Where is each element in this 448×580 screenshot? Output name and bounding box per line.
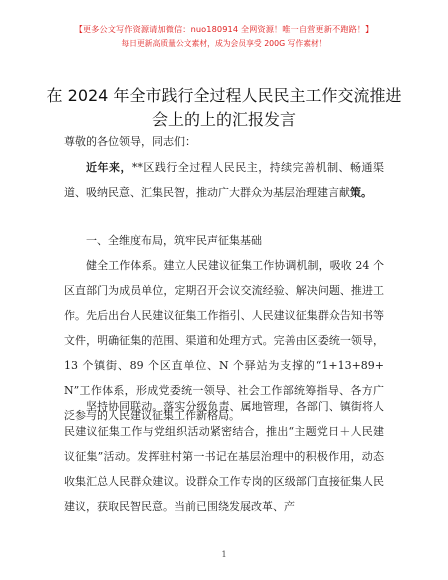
paragraph-coordination: 坚持协同联动。落实分级负责、属地管理，各部门、镇街将人民建议征集工作与党组织活动紧密结合，推出“主题党日＋人民建议征集”活动。发挥驻村第一书记在基层治理中的积极作用，动态收集汇总人民群众建议。设群众工作专岗的区级部门直接征集人民建议，获取民智民意。当前已围绕发展改革、产 — [64, 400, 384, 513]
intro-lead: 近年来， — [86, 161, 132, 174]
intro-paragraph — [64, 155, 384, 205]
intro-tail: 策。 — [350, 186, 372, 199]
page-number: 1 — [221, 550, 227, 559]
document-title: 在 2024 年全市践行全过程人民民主工作交流推进会上的上的汇报发言 — [46, 86, 402, 129]
intro-text: **区践行全过程人民民主，持续完善机制、畅通渠道、吸纳民意、汇集民智，推动广大群众为基层治理建言献 — [64, 161, 385, 199]
promo-banner-line1: 【更多公文写作资源请加微信：nuo180914 全网资源！唯一自营更新不跑路！】 — [74, 24, 374, 34]
salutation: 尊敬的各位领导，同志们： — [64, 135, 196, 148]
section-heading: 一、全维度布局，筑牢民声征集基础 — [86, 234, 262, 247]
paragraph-work-system: 健全工作体系。建立人民建议征集工作协调机制，吸收 24 个区直部门为成员单位，定期召开会议交流经验、解决问题、推进工作。先后出台人民建议征集工作指引、人民建议征集群众告知书等文件，明确征集的范围、渠道和处理方式。完善由区委统一领导，13 个镇街、89 个区直单位、N 个驿站为支撑的“1+13+89+N”工作体系，形成党委统一领导、社会工作部统筹指导、各方广泛参与的人民建议征集工作新格局。 — [64, 259, 384, 422]
promo-banner-line2: 每日更新高质量公文素材，成为会员享受 200G 写作素材！ — [121, 39, 327, 48]
